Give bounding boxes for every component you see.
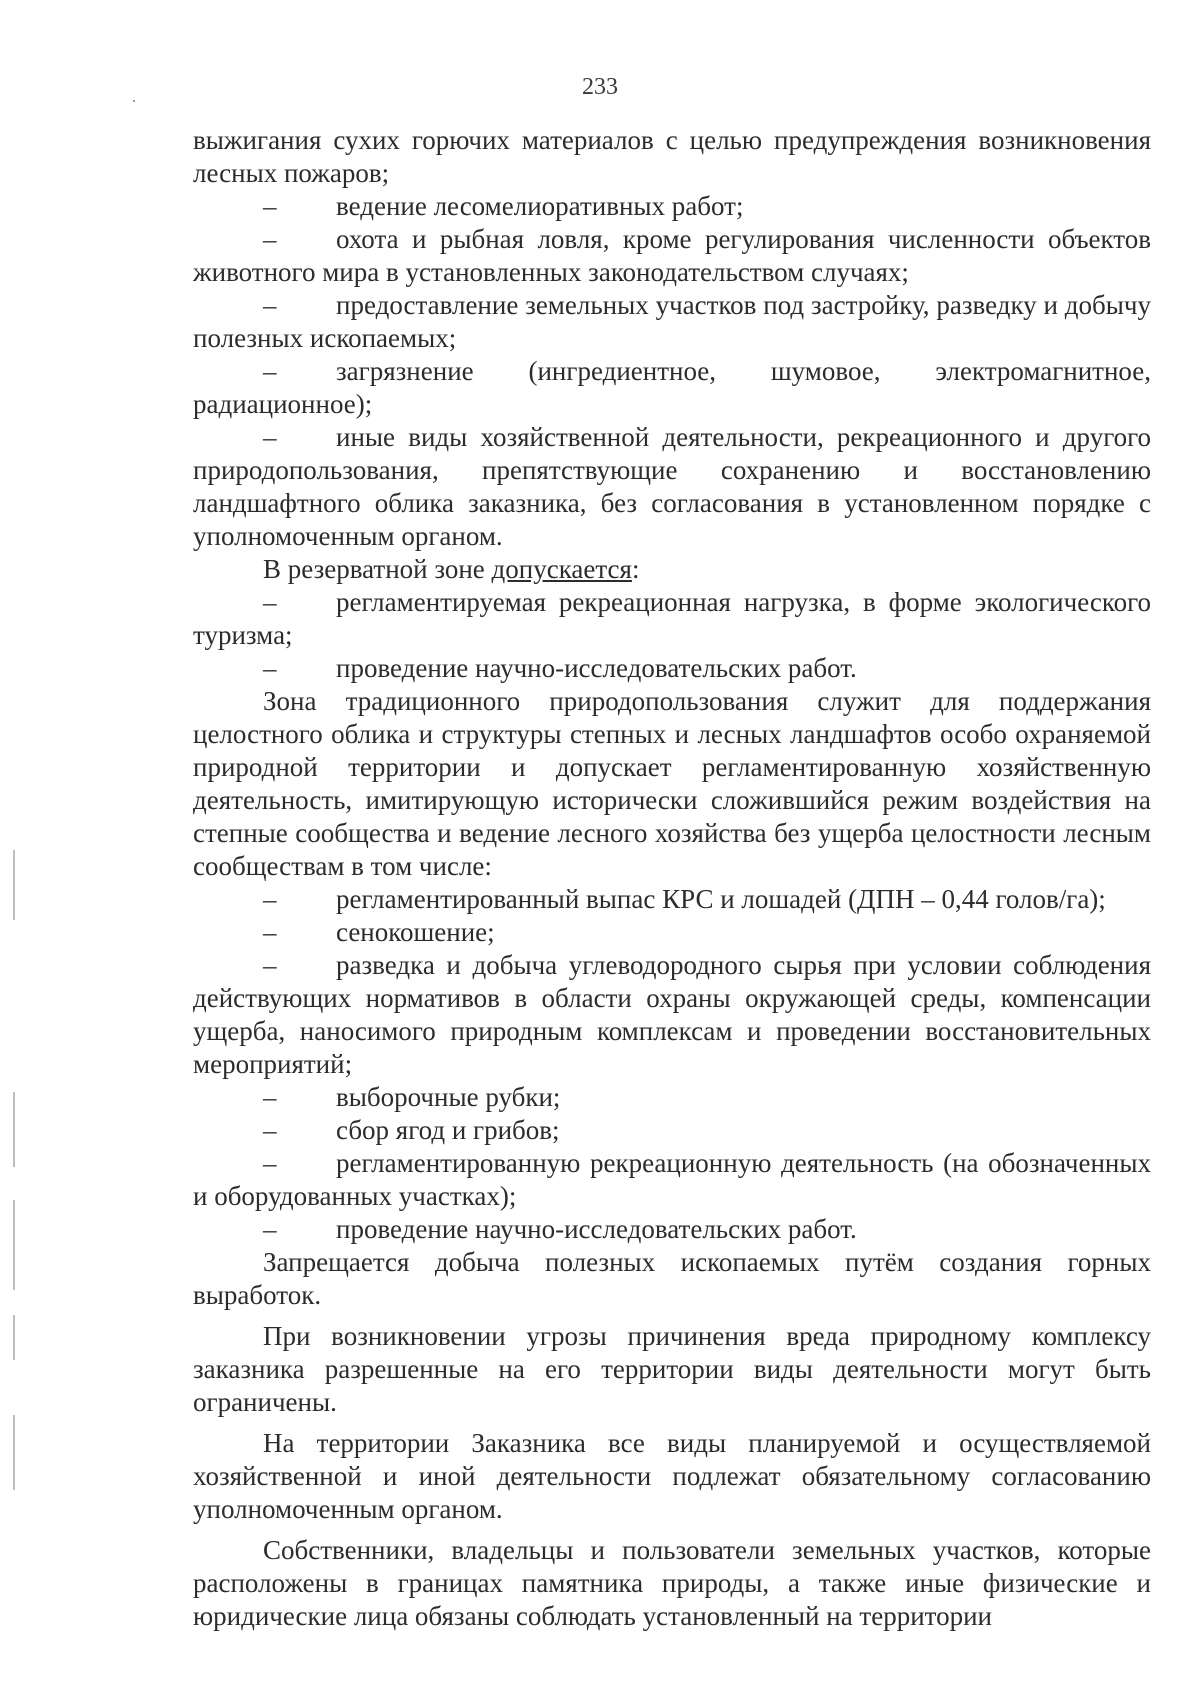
list-dash: – [263, 356, 277, 386]
list-item-text: проведение научно-исследовательских работ. [336, 653, 857, 683]
list-dash: – [263, 653, 277, 683]
scan-margin-mark [13, 1200, 15, 1290]
list-item-text: сенокошение; [336, 917, 495, 947]
list-item [193, 652, 1151, 685]
paragraph-traditional-zone: Зона традиционного природопользования служит для поддержания целостного облика и структуры степных и лесных ландшафтов особо охраняемой природной территории и допускает регламентированную хозяйственную деятельность, имитирующую исторически сложившийся режим воздействия на степные сообщества и ведение лесного хозяйства без ущерба целостности лесным сообществам в том числе: [193, 686, 1151, 881]
scan-margin-mark [13, 1315, 15, 1360]
list-dash: – [263, 224, 277, 254]
list-item [193, 1147, 1151, 1213]
list-item-text: ведение лесомелиоративных работ; [336, 191, 744, 221]
list-item [193, 1081, 1151, 1114]
list-dash: – [263, 1214, 277, 1244]
list-dash: – [263, 884, 277, 914]
list-dash: – [263, 1082, 277, 1112]
list-item-text: разведка и добыча углеводородного сырья при условии соблюдения действующих нормативов в области охраны окружающей среды, компенсации ущерба, наносимого природным комплексам и проведении восстановительных мероприятий; [193, 950, 1151, 1079]
list-item [193, 916, 1151, 949]
list-item-text: выборочные рубки; [336, 1082, 561, 1112]
reserve-zone-colon: : [631, 554, 640, 584]
list-item [193, 190, 1151, 223]
list-dash: – [263, 290, 277, 320]
list-item-text: предоставление земельных участков под застройку, разведку и добычу полезных ископаемых; [193, 290, 1151, 353]
list-item-text: охота и рыбная ловля, кроме регулирования численности объектов животного мира в установленных законодательством случаях; [193, 224, 1151, 287]
document-body [193, 124, 1151, 1633]
list-item [193, 949, 1151, 1081]
list-dash: – [263, 587, 277, 617]
scan-margin-mark [13, 1092, 15, 1167]
scan-margin-mark [13, 850, 15, 920]
list-item [193, 883, 1151, 916]
list-item [193, 223, 1151, 289]
reserve-zone-text: В резерватной зоне [263, 554, 492, 584]
list-dash: – [263, 422, 277, 452]
list-item [193, 1213, 1151, 1246]
list-item-text: проведение научно-исследовательских работ. [336, 1214, 857, 1244]
list-dash: – [263, 1115, 277, 1145]
reserve-zone-underlined: допускается [491, 554, 632, 584]
paragraph-reserve-zone [193, 553, 1151, 586]
list-item-text: загрязнение (ингредиентное, шумовое, электромагнитное, радиационное); [193, 356, 1151, 419]
list-item-text: регламентированный выпас КРС и лошадей (ДПН – 0,44 голов/га); [336, 884, 1106, 914]
list-dash: – [263, 917, 277, 947]
list-item-text: иные виды хозяйственной деятельности, рекреационного и другого природопользования, препятствующие сохранению и восстановлению ландшафтного облика заказника, без согласования в установленном порядке с уполномоченным органом. [193, 422, 1151, 551]
paragraph-threat: При возникновении угрозы причинения вреда природному комплексу заказника разрешенные на его территории виды деятельности могут быть ограничены. [193, 1321, 1151, 1417]
list-item [193, 289, 1151, 355]
list-item [193, 586, 1151, 652]
list-dash: – [263, 950, 277, 980]
paragraph-continuation: выжигания сухих горючих материалов с целью предупреждения возникновения лесных пожаров; [193, 125, 1151, 188]
list-item [193, 421, 1151, 553]
paragraph-approval: На территории Заказника все виды планируемой и осуществляемой хозяйственной и иной деятельности подлежат обязательному согласованию уполномоченным органом. [193, 1428, 1151, 1524]
list-dash: – [263, 191, 277, 221]
list-dash: – [263, 1148, 277, 1178]
paragraph-owners: Собственники, владельцы и пользователи земельных участков, которые расположены в границах памятника природы, а также иные физические и юридические лица обязаны соблюдать установленный на территории [193, 1535, 1151, 1631]
list-item [193, 355, 1151, 421]
list-item [193, 1114, 1151, 1147]
list-item-text: регламентируемая рекреационная нагрузка, в форме экологического туризма; [193, 587, 1151, 650]
paragraph-prohibition: Запрещается добыча полезных ископаемых путём создания горных выработок. [193, 1247, 1151, 1310]
page-number: 233 [582, 74, 618, 100]
list-item-text: регламентированную рекреационную деятельность (на обозначенных и оборудованных участках); [193, 1148, 1151, 1211]
list-item-text: сбор ягод и грибов; [336, 1115, 560, 1145]
scan-margin-mark [13, 1415, 15, 1490]
